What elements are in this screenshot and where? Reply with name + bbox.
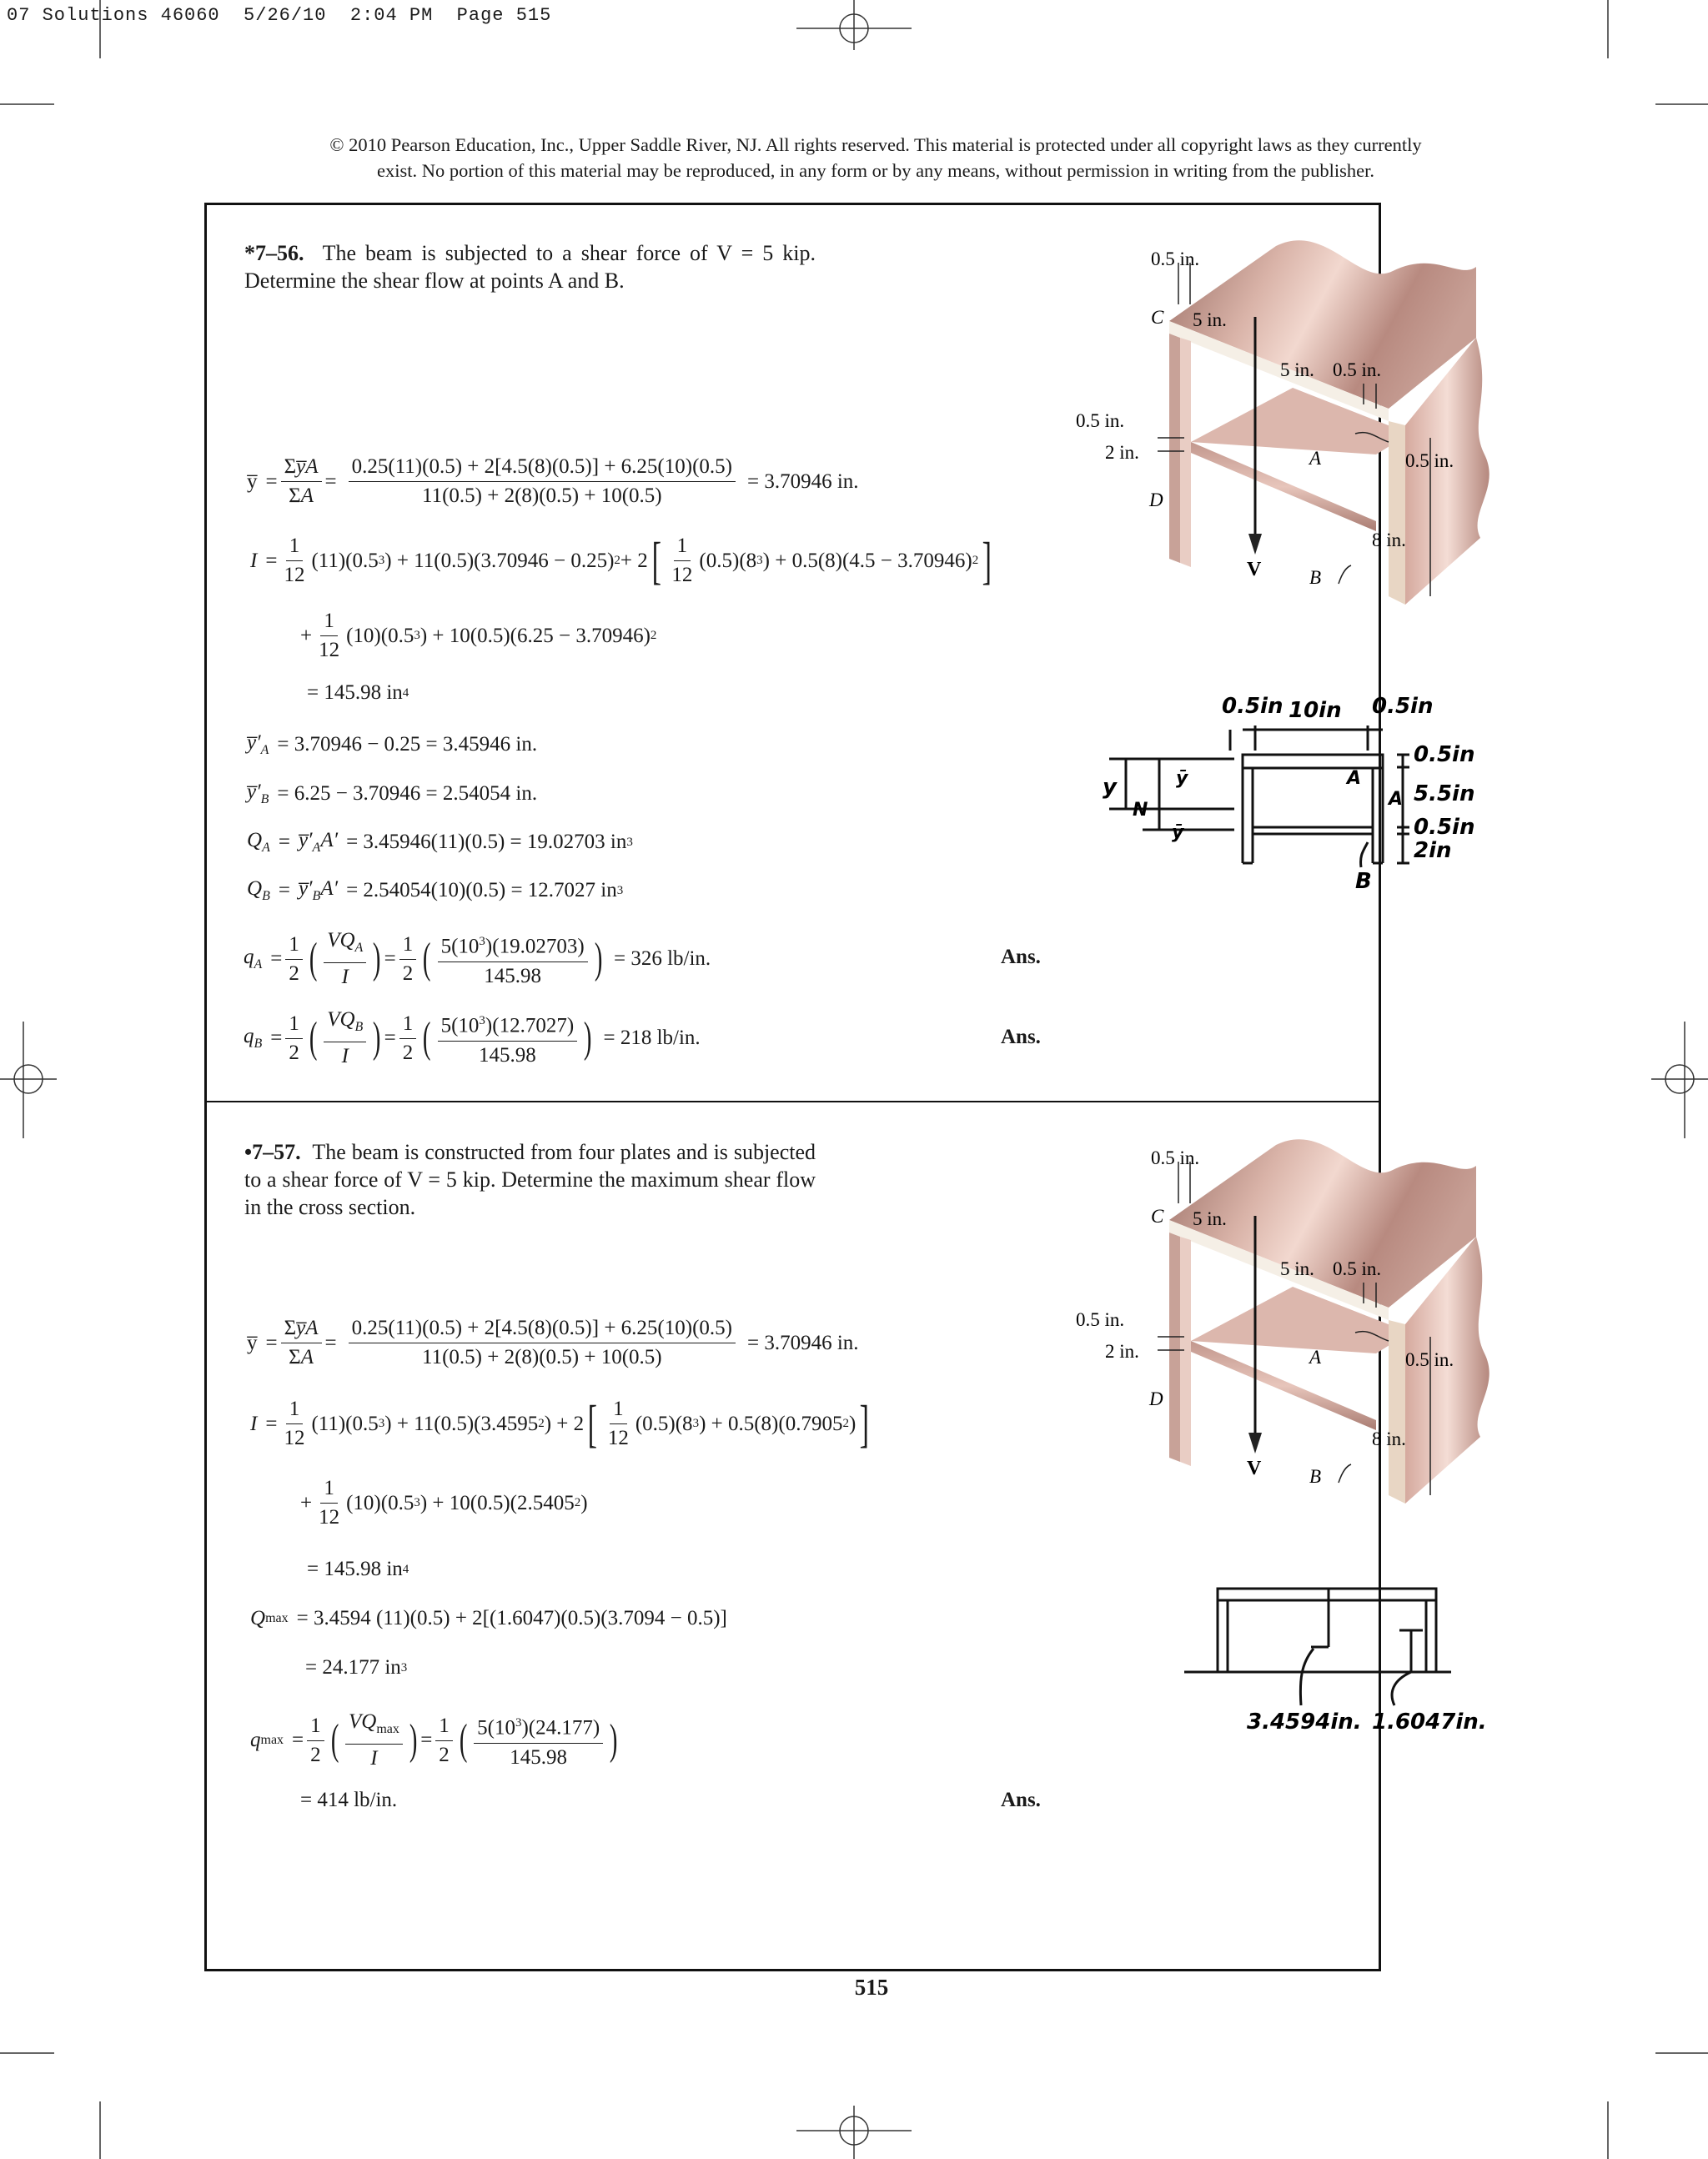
svg-text:0.5in: 0.5in xyxy=(1414,815,1475,840)
svg-text:5 in.: 5 in. xyxy=(1280,1258,1314,1279)
p56-ybar-equation: y̅ = $\frac{\Sigma y̅A}{\Sigma A}$ = $\frac{0.25(11)(0.5) + 2[4.5(8)(0.5)] + 6.25(10)(0.5)}{11(0.5) + 2(8)(0.5) + 10(0.5)}$ = 3.70946 in. xyxy=(247,455,859,507)
fig56-label-05-left: 0.5 in. xyxy=(1076,410,1125,431)
svg-text:V: V xyxy=(1247,1458,1262,1479)
svg-text:2in: 2in xyxy=(1414,838,1452,863)
fig56-label-8in: 8 in. xyxy=(1372,530,1406,550)
p57-qmax-result: = 414 lb/in. xyxy=(300,1789,398,1811)
svg-text:2 in.: 2 in. xyxy=(1105,1341,1139,1362)
p57-Qmax-equation: Q max = 3.4594 (11)(0.5) + 2[(1.6047)(0.5)(3.7094 − 0.5)] xyxy=(250,1607,727,1629)
p56-yB-equation: $y̅'_B$ = 6.25 − 3.70946 = 2.54054 in. xyxy=(247,781,538,806)
svg-text:8 in.: 8 in. xyxy=(1372,1428,1406,1449)
svg-text:0.5in: 0.5in xyxy=(1222,694,1284,719)
fig56-label-5in-mid: 5 in. xyxy=(1280,359,1314,380)
copyright-line-2: exist. No portion of this material may be reproduced, in any form or by any means, without permission in writing from the publisher. xyxy=(376,160,1374,181)
svg-text:D: D xyxy=(1149,1388,1163,1409)
p56-yA-equation: $y̅'_A$ = 3.70946 − 0.25 = 3.45946 in. xyxy=(247,731,538,757)
fig56-label-D: D xyxy=(1149,490,1163,510)
svg-text:5 in.: 5 in. xyxy=(1193,1208,1227,1229)
svg-text:0.5in: 0.5in xyxy=(1372,694,1434,719)
svg-text:y: y xyxy=(1103,775,1117,800)
p57-Qmax-result: = 24.177 in 3 xyxy=(305,1656,408,1679)
svg-text:ȳ: ȳ xyxy=(1172,822,1184,843)
fig56-label-05-right: 0.5 in. xyxy=(1405,450,1454,471)
svg-text:0.5 in.: 0.5 in. xyxy=(1076,1309,1125,1330)
svg-text:A: A xyxy=(1389,789,1404,810)
p56-beam-figure xyxy=(1076,238,1510,613)
svg-text:ȳ: ȳ xyxy=(1176,768,1188,789)
problem-56-statement xyxy=(244,239,816,294)
svg-text:0.5 in.: 0.5 in. xyxy=(1333,1258,1382,1279)
problem-57-text: The beam is constructed from four plates and is subjected to a shear force of V = 5 kip. Determine the maximum shear flow in the cross section. xyxy=(244,1140,816,1219)
problem-56-number: *7–56. xyxy=(244,241,304,265)
p56-QA-equation: $Q_A$ = $y̅'_AA'$ = 3.45946(11)(0.5) = 19.02703 in 3 xyxy=(247,829,633,855)
p56-answer-label-2: Ans. xyxy=(1001,1026,1041,1048)
svg-text:5.5in: 5.5in xyxy=(1414,781,1475,806)
p56-qA-equation: $q_A$ = $\frac{1}{2}$ ( $\frac{VQ_A}{I}$ ) = $\frac{1}{2}$ ( $\frac{5(10^3)(19.02703)}{145.98}$ ) = 326 lb/in. xyxy=(244,929,711,988)
p56-ybar-numerator: 0.25(11)(0.5) + 2[4.5(8)(0.5)] + 6.25(10)(0.5) xyxy=(349,454,736,482)
problem-56-text: The beam is subjected to a shear force of V = 5 kip. Determine the shear flow at points A and B. xyxy=(244,241,816,293)
p57-inertia-equation: I = $\frac{1}{12}$ (11)(0.5 3 ) + 11(0.5)(3.4595 2 ) + 2 [ $\frac{1}{12}$ (0.5)(8 3 ) + 0.5(8)(0.7905 2 ) ] xyxy=(250,1395,870,1453)
svg-text:0.5in: 0.5in xyxy=(1414,742,1475,767)
p57-ybar-equation: y̅ = $\frac{\Sigma y̅A}{\Sigma A}$ = $\frac{0.25(11)(0.5) + 2[4.5(8)(0.5)] + 6.25(10)(0.5)}{11(0.5) + 2(8)(0.5) + 10(0.5)}$ = 3.70946 in. xyxy=(247,1317,859,1368)
p57-inertia-equation-line2: + $\frac{1}{12}$ (10)(0.5 3 ) + 10(0.5)(2.5405 2 ) xyxy=(300,1477,588,1529)
p56-QB-equation: $Q_B$ = $y̅'_BA'$ = 2.54054(10)(0.5) = 12.7027 in 3 xyxy=(247,877,624,903)
p57-beam-figure xyxy=(1076,1137,1510,1512)
svg-text:3.4594in.: 3.4594in. xyxy=(1247,1710,1362,1735)
svg-text:10in: 10in xyxy=(1289,698,1342,723)
problem-57-number: •7–57. xyxy=(244,1140,301,1164)
svg-text:B: B xyxy=(1309,1466,1322,1487)
copyright-line-1: © 2010 Pearson Education, Inc., Upper Saddle River, NJ. All rights reserved. This material is protected under all copyright laws as they currently xyxy=(329,134,1422,155)
problem-57-statement xyxy=(244,1138,816,1221)
svg-text:A: A xyxy=(1309,1347,1322,1368)
page-number: 515 xyxy=(854,1975,889,2000)
fig56-label-C: C xyxy=(1151,307,1164,328)
p56-inertia-equation-line2: + $\frac{1}{12}$ (10)(0.5 3 ) + 10(0.5)(6.25 − 3.70946) 2 xyxy=(300,610,657,661)
p57-cross-section-sketch xyxy=(1176,1572,1510,1739)
p56-inertia-result: = 145.98 in 4 xyxy=(307,681,409,704)
p56-inertia-equation: I = $\frac{1}{12}$ (11)(0.5 3 ) + 11(0.5)(3.70946 − 0.25) 2 + 2 [ $\frac{1}{12}$ (0.5)(8 3 ) + 0.5(8)(4.5 − 3.70946) 2 ] xyxy=(250,532,992,590)
svg-text:0.5 in.: 0.5 in. xyxy=(1151,1147,1200,1168)
p57-inertia-result: = 145.98 in 4 xyxy=(307,1558,409,1580)
p56-ybar-denominator: 11(0.5) + 2(8)(0.5) + 10(0.5) xyxy=(422,485,662,507)
fig56-label-05-top: 0.5 in. xyxy=(1151,249,1200,269)
printer-slug: 07 Solutions 46060 5/26/10 2:04 PM Page 515 xyxy=(7,5,552,26)
p57-qmax-equation: q max = $\frac{1}{2}$ ( $\frac{VQ_{max}}{I}$ ) = $\frac{1}{2}$ ( $\frac{5(10^3)(24.177)}{145.98}$ ) xyxy=(250,1710,618,1770)
svg-text:C: C xyxy=(1151,1206,1164,1227)
p56-ybar-result: = 3.70946 in. xyxy=(746,469,859,493)
svg-text:1.6047in.: 1.6047in. xyxy=(1372,1710,1487,1735)
problem-divider xyxy=(204,1101,1379,1102)
svg-text:B: B xyxy=(1355,869,1372,892)
svg-text:0.5 in.: 0.5 in. xyxy=(1405,1349,1454,1370)
p56-answer-label-1: Ans. xyxy=(1001,946,1041,968)
fig56-label-B: B xyxy=(1309,567,1322,588)
p56-cross-section-sketch xyxy=(1093,684,1493,892)
fig56-label-A: A xyxy=(1309,448,1322,469)
p56-qB-result: = 218 lb/in. xyxy=(603,1027,701,1049)
fig56-label-2in: 2 in. xyxy=(1105,442,1139,463)
p57-answer-label: Ans. xyxy=(1001,1789,1041,1811)
fig56-label-5in-top: 5 in. xyxy=(1193,309,1227,330)
svg-text:A: A xyxy=(1347,768,1362,789)
p56-qA-result: = 326 lb/in. xyxy=(613,947,711,970)
p56-qB-equation: $q_B$ = $\frac{1}{2}$ ( $\frac{VQ_B}{I}$ ) = $\frac{1}{2}$ ( $\frac{5(10^3)(12.7027)}{145.98}$ ) = 218 lb/in. xyxy=(244,1008,701,1067)
copyright-notice xyxy=(208,132,1543,183)
fig56-label-V: V xyxy=(1247,559,1262,580)
fig56-label-05-mid: 0.5 in. xyxy=(1333,359,1382,380)
svg-text:N: N xyxy=(1133,800,1148,821)
